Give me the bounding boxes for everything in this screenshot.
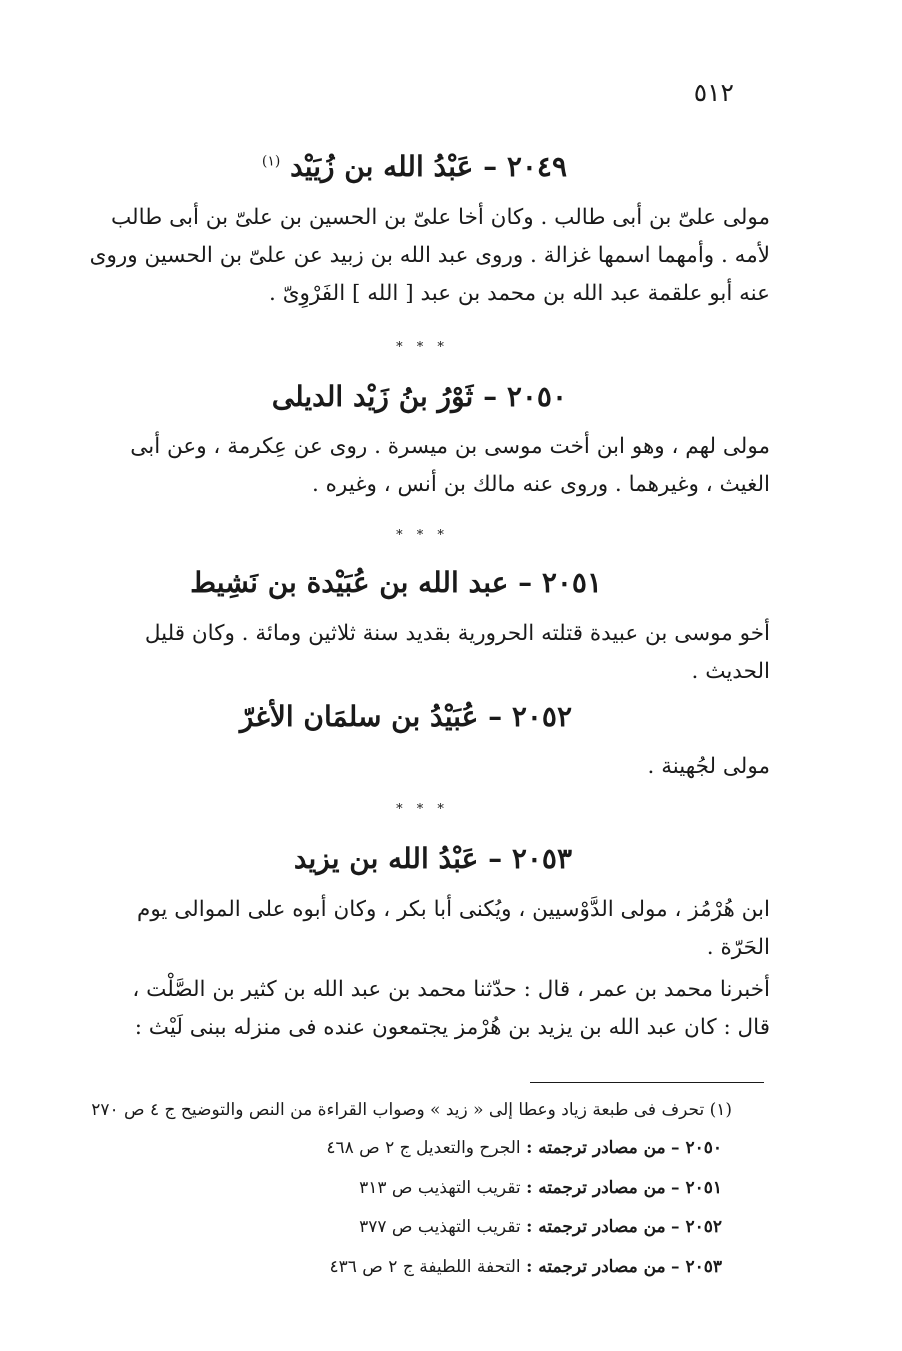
entry-number: ٢٠٥٠: [506, 380, 567, 413]
entry-body-2052: [72, 748, 770, 786]
text-line: أخبرنا محمد بن عمر ، قال : حدّثنا محمد بن عبد الله بن كثير بن الصَّلْت ،: [132, 977, 770, 1002]
entry-title-2053: [294, 842, 572, 875]
footnote-2052: [359, 1214, 722, 1240]
footnote-rule: [530, 1082, 764, 1083]
footnote-number: ٢٠٥٣ –: [671, 1257, 722, 1277]
footnote-source: تقريب التهذيب ص ٣١٣: [359, 1178, 521, 1198]
footnote-number: ٢٠٥٠ –: [671, 1138, 722, 1158]
entry-number: ٢٠٥٣: [511, 842, 572, 875]
footnote-label: من مصادر ترجمته :: [526, 1257, 666, 1277]
entry-number: ٢٠٤٩: [506, 150, 567, 183]
entry-body-2053: [72, 891, 770, 1047]
footnote-2050: [326, 1135, 722, 1161]
entry-title-2050: [272, 380, 567, 413]
text-line: مولى علىّ بن أبى طالب . وكان أخا علىّ بن الحسين بن علىّ بن أبى طالب: [110, 205, 770, 230]
entry-name: عَبْدُ الله بن يزيد: [293, 842, 479, 875]
entry-title-2051: [190, 566, 602, 599]
separator: * * *: [396, 340, 449, 355]
entry-name: ثَوْرُ بنُ زَيْد الديلى: [271, 380, 474, 413]
separator: * * *: [396, 528, 449, 543]
page-number: ٥١٢: [693, 78, 734, 107]
entry-name: عبد الله بن عُبَيْدة بن نَشِيط: [190, 566, 509, 599]
footnote-1: (١) تحرف فى طبعة زياد وعطا إلى « زيد » وصواب القراءة من النص والتوضيح ج ٤ ص ٢٧٠: [91, 1100, 732, 1120]
text-line: أخو موسى بن عبيدة قتلته الحرورية بقديد سنة ثلاثين ومائة . وكان قليل: [144, 621, 770, 646]
text-line: الغيث ، وغيرهما . وروى عنه مالك بن أنس ، وغيره .: [311, 472, 770, 497]
text-line: مولى لهم ، وهو ابن أخت موسى بن ميسرة . روى عن عِكرمة ، وعن أبى: [130, 434, 770, 459]
footnote-label: من مصادر ترجمته :: [526, 1217, 666, 1237]
text-line: عنه أبو علقمة عبد الله بن محمد بن عبد [ الله ] الفَرْوِىّ .: [269, 281, 770, 306]
entry-title-2049: [262, 150, 567, 183]
footnote-label: من مصادر ترجمته :: [526, 1178, 666, 1198]
footnote-source: التحفة اللطيفة ج ٢ ص ٤٣٦: [329, 1257, 521, 1277]
entry-number: ٢٠٥١: [541, 566, 602, 599]
text-line: مولى لجُهينة .: [647, 754, 770, 779]
entry-name: عُبَيْدُ بن سلمَان الأغرّ: [239, 700, 479, 733]
footnote-mark: (١): [261, 153, 281, 170]
entry-dash: –: [483, 380, 498, 413]
footnote-source: تقريب التهذيب ص ٣٧٧: [359, 1217, 521, 1237]
entry-body-2049: [72, 199, 770, 313]
footnote-number: ٢٠٥١ –: [671, 1178, 722, 1198]
text-line: الحَرّة .: [706, 935, 770, 960]
entry-dash: –: [488, 700, 503, 733]
entry-body-2051: [72, 615, 770, 691]
footnote-2053: [330, 1254, 723, 1280]
separator: * * *: [396, 802, 449, 817]
footnote-source: الجرح والتعديل ج ٢ ص ٤٦٨: [326, 1138, 521, 1158]
entry-body-2050: [72, 428, 770, 504]
entry-dash: –: [483, 150, 498, 183]
text-line: لأمه . وأمهما اسمها غزالة . وروى عبد الله بن زبيد عن علىّ بن الحسين وروى: [89, 243, 770, 268]
entry-title-2052: [240, 700, 572, 733]
text-line: ابن هُرْمُز ، مولى الدَّوْسيين ، ويُكنى أبا بكر ، وكان أبوه على الموالى يوم: [137, 897, 770, 922]
footnote-number: ٢٠٥٢ –: [671, 1217, 722, 1237]
entry-dash: –: [518, 566, 533, 599]
entry-name: عَبْدُ الله بن زُيَيْد: [290, 150, 474, 183]
footnote-label: من مصادر ترجمته :: [526, 1138, 666, 1158]
entry-dash: –: [488, 842, 503, 875]
text-line: قال : كان عبد الله بن يزيد بن هُرْمز يجتمعون عنده فى منزله ببنى لَيْث :: [134, 1015, 770, 1040]
text-line: الحديث .: [691, 659, 770, 684]
entry-number: ٢٠٥٢: [511, 700, 572, 733]
footnote-2051: [359, 1175, 722, 1201]
